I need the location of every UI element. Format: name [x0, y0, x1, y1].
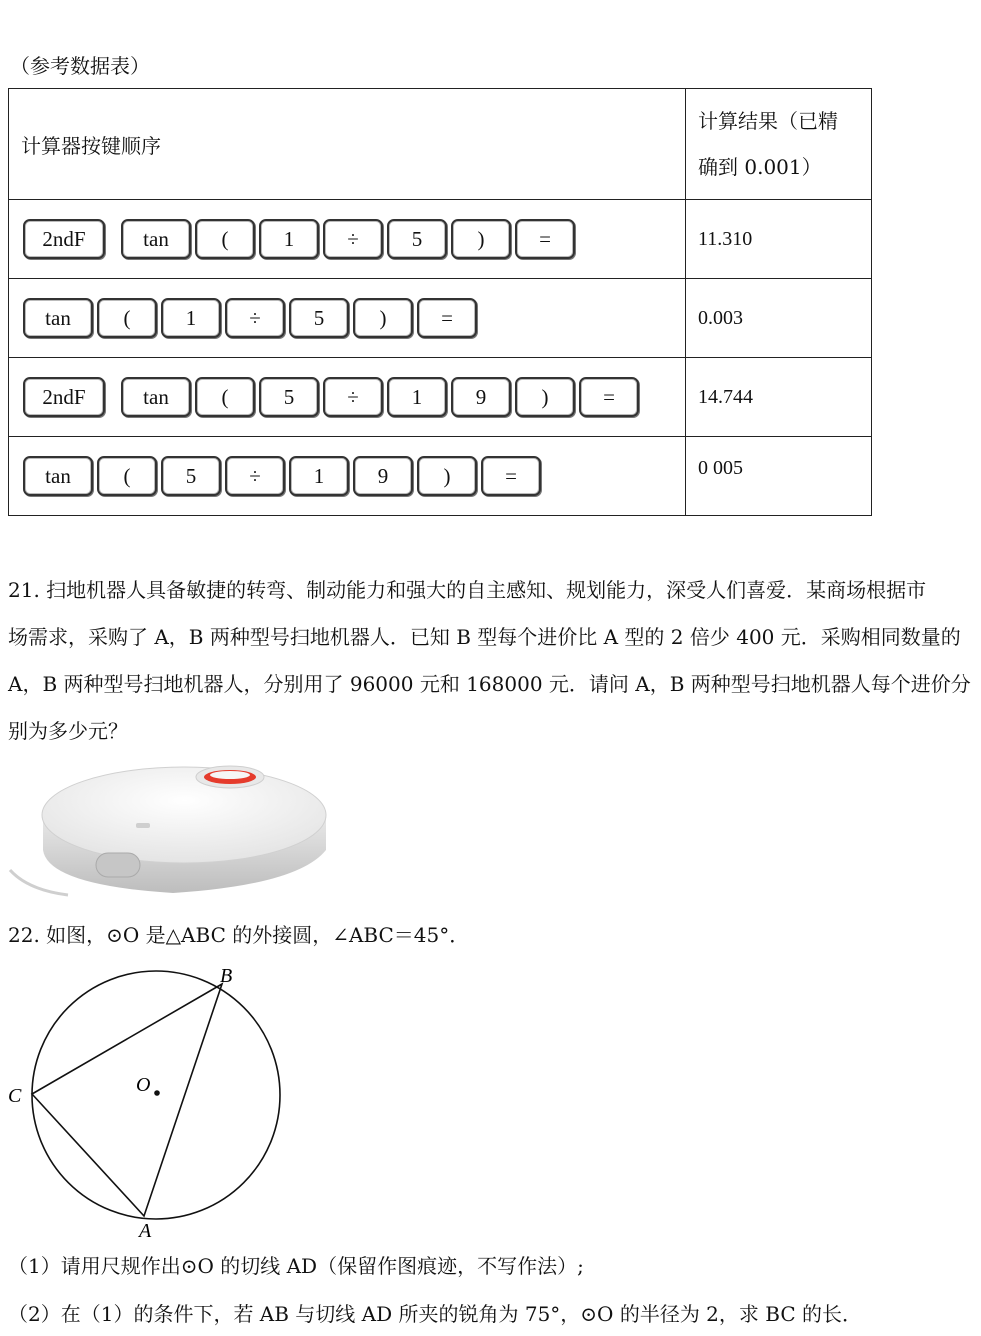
key-digit: 5 [259, 377, 319, 417]
label-b: B [220, 965, 233, 987]
key-divide: ÷ [225, 456, 285, 496]
key-open-paren: ( [97, 456, 157, 496]
key-open-paren: ( [97, 298, 157, 338]
key-divide: ÷ [225, 298, 285, 338]
header-key-sequence: 计算器按键顺序 [9, 89, 686, 200]
circle-triangle-figure [0, 960, 300, 1245]
q21-line2: 场需求，采购了 A，B 两种型号扫地机器人．已知 B 型每个进价比 A 型的 2 倍少 400 元．采购相同数量的 [8, 625, 961, 649]
key-digit: 1 [259, 219, 319, 259]
key-digit: 1 [387, 377, 447, 417]
result-2: 0.003 [686, 279, 872, 358]
key-equals: = [579, 377, 639, 417]
table-row [9, 358, 872, 437]
key-tan: tan [23, 456, 93, 496]
key-2ndf: 2ndF [23, 377, 105, 417]
question-22-part2: （2）在（1）的条件下，若 AB 与切线 AD 所夹的锐角为 75°，⊙O 的半径为 2，求 BC 的长． [8, 1302, 862, 1326]
label-a: A [139, 1220, 152, 1242]
key-equals: = [481, 456, 541, 496]
key-close-paren: ) [417, 456, 477, 496]
header-result-line1: 计算结果（已精 [698, 109, 838, 133]
key-tan: tan [121, 219, 191, 259]
label-c: C [8, 1085, 22, 1107]
key-open-paren: ( [195, 377, 255, 417]
robot-vacuum-image [8, 755, 333, 905]
key-digit: 5 [161, 456, 221, 496]
calculator-reference-table [8, 88, 872, 516]
label-o: O [136, 1074, 151, 1096]
header-result-line2: 确到 0.001） [698, 155, 822, 179]
key-digit: 5 [387, 219, 447, 259]
q21-line4: 别为多少元？ [8, 719, 128, 743]
header-result [686, 89, 872, 200]
question-21 [8, 567, 976, 755]
key-tan: tan [23, 298, 93, 338]
key-digit: 1 [161, 298, 221, 338]
key-sequence-2 [9, 279, 686, 358]
key-sequence-3 [9, 358, 686, 437]
table-row [9, 437, 872, 516]
q21-line3: A，B 两种型号扫地机器人，分别用了 96000 元和 168000 元．请问 A，B 两种型号扫地机器人每个进价分 [8, 672, 971, 696]
key-2ndf: 2ndF [23, 219, 105, 259]
question-22-title: 22. 如图，⊙O 是△ABC 的外接圆，∠ABC＝45°． [8, 923, 470, 947]
key-close-paren: ) [353, 298, 413, 338]
key-equals: = [515, 219, 575, 259]
key-divide: ÷ [323, 377, 383, 417]
key-open-paren: ( [195, 219, 255, 259]
key-close-paren: ) [515, 377, 575, 417]
table-row [9, 200, 872, 279]
result-3: 14.744 [686, 358, 872, 437]
q21-line1: 21. 扫地机器人具备敏捷的转弯、制动能力和强大的自主感知、规划能力，深受人们喜爱．某商场根据市 [8, 578, 927, 602]
question-22-part1: （1）请用尺规作出⊙O 的切线 AD（保留作图痕迹，不写作法）; [8, 1254, 584, 1278]
key-divide: ÷ [323, 219, 383, 259]
key-digit: 1 [289, 456, 349, 496]
result-1: 11.310 [686, 200, 872, 279]
result-4: 0 005 [686, 437, 872, 516]
key-equals: = [417, 298, 477, 338]
triangle-abc [32, 984, 222, 1216]
key-digit: 9 [353, 456, 413, 496]
key-sequence-4 [9, 437, 686, 516]
table-row [9, 279, 872, 358]
reference-table-title: （参考数据表） [10, 54, 150, 78]
key-sequence-1 [9, 200, 686, 279]
key-digit: 9 [451, 377, 511, 417]
key-digit: 5 [289, 298, 349, 338]
center-point-o [154, 1090, 160, 1096]
key-close-paren: ) [451, 219, 511, 259]
key-tan: tan [121, 377, 191, 417]
